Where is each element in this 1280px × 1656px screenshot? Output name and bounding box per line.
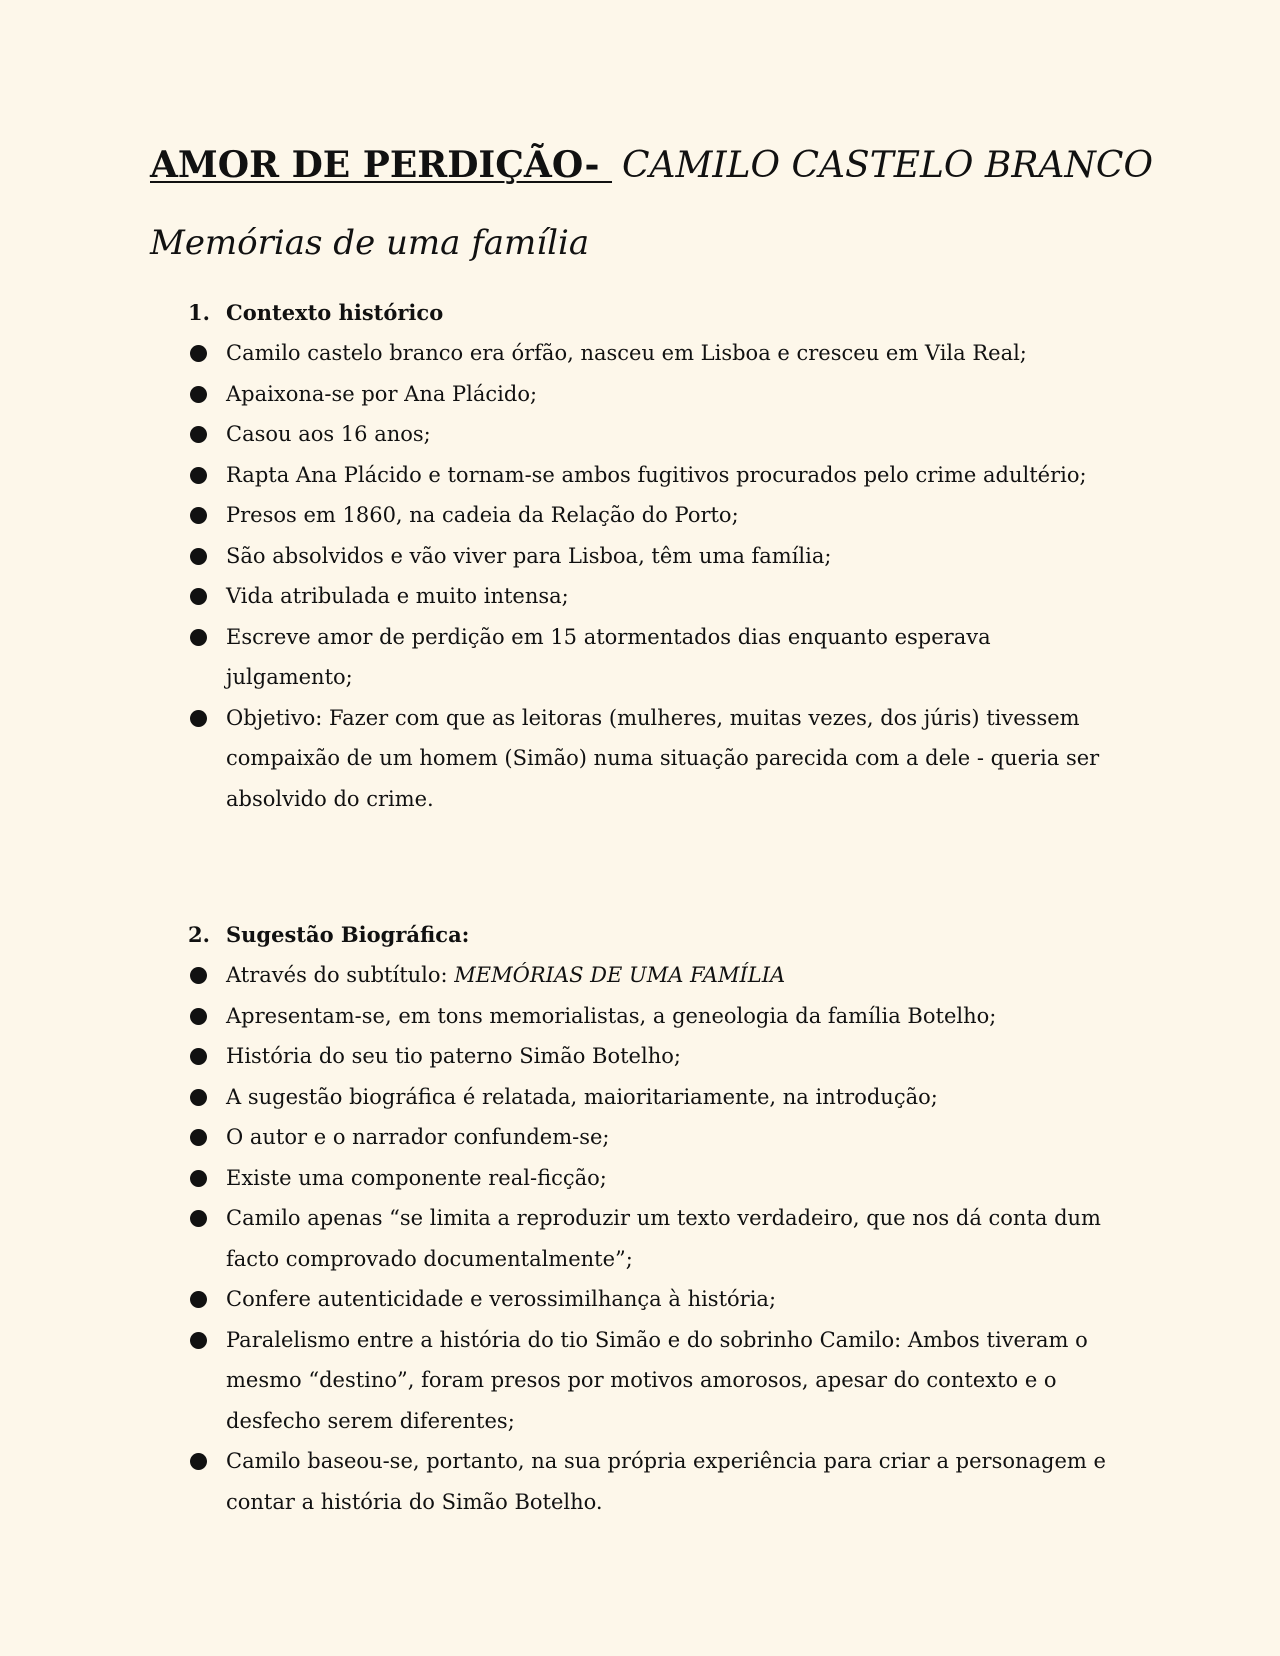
list-item-text: Escreve amor de perdição em 15 atormentados dias enquanto esperava julgamento; [226, 624, 991, 689]
bullet-icon [190, 1170, 207, 1187]
list-item [150, 374, 1140, 415]
list-item [150, 617, 1140, 698]
section-number: 2. [188, 922, 210, 947]
bullet-icon [190, 1089, 207, 1106]
list-item-text: Casou aos 16 anos; [226, 422, 431, 446]
section-number: 1. [188, 300, 210, 325]
document-subtitle: Memórias de uma família [150, 223, 590, 263]
list-item [150, 1320, 1140, 1442]
bullet-icon [190, 1210, 207, 1227]
list-item [150, 576, 1140, 617]
bullet-icon [190, 629, 207, 646]
list-item [150, 1198, 1140, 1279]
bullet-icon [190, 1008, 207, 1025]
list-item-text: Camilo castelo branco era órfão, nasceu em Lisboa e cresceu em Vila Real; [226, 341, 1027, 365]
list-item-text: Paralelismo entre a história do tio Simão e do sobrinho Camilo: Ambos tiveram o mesmo “destino”, foram presos por motivos amorosos, apesar do contexto e o desfecho serem diferentes; [226, 1327, 1088, 1433]
bullet-icon [190, 588, 207, 605]
section-heading-text: Contexto histórico [226, 300, 444, 325]
bullet-icon [190, 1129, 207, 1146]
list-item [150, 414, 1140, 455]
list-item-text: Confere autenticidade e verossimilhança à história; [226, 1287, 777, 1311]
section-heading [150, 915, 1140, 955]
list-item-text: Objetivo: Fazer com que as leitoras (mulheres, muitas vezes, dos júris) tivessem compaixão de um homem (Simão) numa situação parecida com a dele - queria ser absolvido do crime. [226, 705, 1100, 811]
bullet-icon [190, 710, 207, 727]
list-item [150, 1279, 1140, 1320]
bullet-icon [190, 345, 207, 362]
bullet-icon [190, 1291, 207, 1308]
list-item-text: Vida atribulada e muito intensa; [226, 584, 569, 608]
section-heading-text: Sugestão Biográfica: [226, 922, 470, 947]
list-item [150, 1158, 1140, 1199]
section-sugestao-biografica [150, 915, 1140, 1522]
section-contexto-historico [150, 293, 1140, 819]
bullet-icon [190, 467, 207, 484]
bullet-list [150, 955, 1140, 1522]
list-item [150, 996, 1140, 1037]
list-item-text-emphasis: MEMÓRIAS DE UMA FAMÍLIA [454, 963, 786, 987]
bullet-icon [190, 1048, 207, 1065]
bullet-icon [190, 386, 207, 403]
list-item [150, 495, 1140, 536]
list-item [150, 333, 1140, 374]
bullet-icon [190, 507, 207, 524]
list-item [150, 1117, 1140, 1158]
list-item [150, 455, 1140, 496]
title-author-name: CAMILO CASTELO BRANCO [622, 145, 1153, 186]
bullet-icon [190, 1332, 207, 1349]
list-item-text: Apresentam-se, em tons memorialistas, a geneologia da família Botelho; [226, 1003, 997, 1028]
list-item-text: Presos em 1860, na cadeia da Relação do Porto; [226, 503, 739, 527]
bullet-list [150, 333, 1140, 819]
bullet-icon [190, 1453, 207, 1470]
list-item-text: A sugestão biográfica é relatada, maioritariamente, na introdução; [226, 1084, 938, 1109]
bullet-icon [190, 548, 207, 565]
bullet-icon [190, 967, 207, 984]
list-item-text: São absolvidos e vão viver para Lisboa, têm uma família; [226, 543, 832, 568]
list-item [150, 698, 1140, 820]
list-item-text: Camilo apenas “se limita a reproduzir um texto verdadeiro, que nos dá conta dum facto comprovado documentalmente”; [226, 1206, 1101, 1271]
bullet-icon [190, 426, 207, 443]
list-item-text: História do seu tio paterno Simão Botelho; [226, 1044, 681, 1068]
list-item-text: Existe uma componente real-ficção; [226, 1165, 607, 1190]
list-item-text: Rapta Ana Plácido e tornam-se ambos fugitivos procurados pelo crime adultério; [226, 462, 1087, 487]
list-item [150, 1077, 1140, 1118]
list-item-text: O autor e o narrador confundem-se; [226, 1125, 610, 1149]
list-item [150, 536, 1140, 577]
list-item-text: Apaixona-se por Ana Plácido; [226, 381, 538, 406]
document-title [150, 140, 1153, 191]
list-item [150, 1441, 1140, 1522]
list-item [150, 1036, 1140, 1077]
section-heading [150, 293, 1140, 333]
list-item-text: Camilo baseou-se, portanto, na sua própria experiência para criar a personagem e contar a história do Simão Botelho. [226, 1449, 1106, 1514]
list-item-text-prefix: Através do subtítulo: [226, 963, 455, 987]
list-item [150, 955, 1140, 996]
title-book-name: AMOR DE PERDIÇÃO- [150, 144, 613, 186]
